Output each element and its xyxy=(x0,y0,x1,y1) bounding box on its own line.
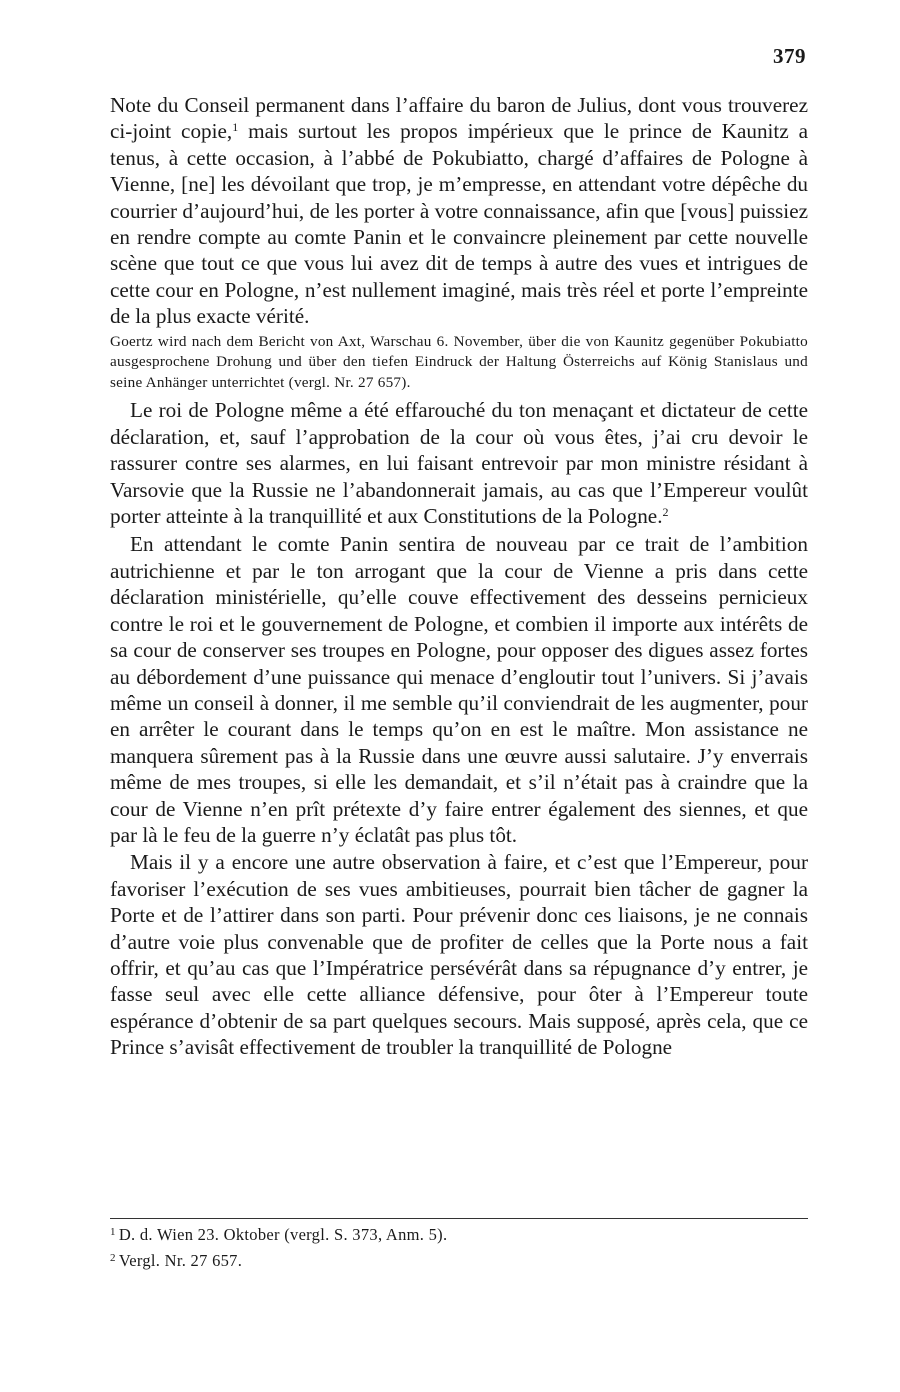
footnote-2-text: Vergl. Nr. 27 657. xyxy=(118,1251,243,1270)
footnotes xyxy=(110,1218,808,1274)
footnote-1 xyxy=(110,1222,808,1248)
paragraph-2-text: Le roi de Pologne même a été effarouché du ton menaçant et dictateur de cette déclaration, et, sauf l’approbation de la cour où vous êtes, j’ai cru devoir le rassurer contre ses alarmes, en lui faisant entrevoir par mon ministre résidant à Varsovie que la Russie ne l’abandonnerait jamais, au cas que l’Empereur voulût porter atteinte à la tranquillité et aux Constitutions de la Pologne. xyxy=(110,398,808,529)
page-number: 379 xyxy=(773,44,806,68)
footnote-1-text: D. d. Wien 23. Oktober (vergl. S. 373, Anm. 5). xyxy=(118,1225,448,1244)
footnote-1-mark: 1 xyxy=(110,1226,116,1238)
paragraph-1-continuation: mais surtout les propos impérieux que le prince de Kaunitz a tenus, à cette occasion, à l’abbé de Pokubiatto, chargé d’affaires de Pologne à Vienne, [ne] les dévoilant que trop, je m’empresse, en attendant votre dépêche du courrier d’aujourd’hui, de les porter à votre connaissance, afin que [vous] puissiez en rendre compte au comte Panin et le convaincre pleinement par cette nouvelle scène que tout ce que vous lui avez dit de temps à autre des vues et intrigues de cette cour en Pologne, n’est nullement imaginé, mais très réel et porte l’empreinte de la plus exacte vérité. xyxy=(110,119,808,329)
paragraph-4: Mais il y a encore une autre observation à faire, et c’est que l’Empereur, pour favoriser l’exécution de ses vues ambitieuses, pourrait bien tâcher de gagner la Porte et de l’attirer dans son parti. Pour prévenir donc ces liaisons, je ne connais d’autre voie plus convenable que de profiter de celles que la Porte nous a fait offrir, et qu’au cas que l’Impératrice persévérât dans sa répugnance d’y entrer, je fasse seul avec elle cette alliance défensive, pour ôter à l’Empereur toute espérance d’obtenir de sa part quelques secours. Mais supposé, après cela, que ce Prince s’avisât effectivement de troubler la tranquillité de Pologne xyxy=(110,850,808,1060)
editorial-note: Goertz wird nach dem Bericht von Axt, Warschau 6. November, über die von Kaunitz gegenüber Pokubiatto ausgesprochene Drohung und über den tiefen Eindruck der Haltung Österreichs auf König Stanislaus und seine Anhänger unterrichtet (vergl. Nr. 27 657). xyxy=(110,332,808,391)
paragraph-1-text: Note du Conseil permanent dans l’affaire du baron de Julius, dont vous trouverez ci-joint copie, xyxy=(110,93,808,144)
footnote-2-mark: 2 xyxy=(110,1252,116,1264)
footnote-2 xyxy=(110,1248,808,1274)
footnote-ref-2: 2 xyxy=(662,505,669,520)
main-text xyxy=(110,92,808,1061)
footnote-ref-1: 1 xyxy=(232,120,239,135)
paragraph-1 xyxy=(110,92,808,330)
paragraph-2 xyxy=(110,397,808,529)
paragraph-3: En attendant le comte Panin sentira de nouveau par ce trait de l’ambition autrichienne et par le ton arrogant que la cour de Vienne a pris dans cette déclaration ministérielle, qu’elle couve effectivement des desseins pernicieux contre le roi et le gouvernement de Pologne, et combien il importe aux intérêts de sa cour de conserver ses troupes en Pologne, pour opposer des digues assez fortes au débordement d’une puissance qui menace d’engloutir tout l’univers. Si j’avais même un conseil à donner, il me semble qu’il conviendrait de les augmenter, pour en arrêter le courant dans le temps qu’on en est le maître. Mon assistance ne manquera sûrement pas à la Russie dans une œuvre aussi salutaire. J’y enverrais même de mes troupes, si elle les demandait, et s’il n’était pas à craindre que la cour de Vienne n’en prît prétexte d’y faire entrer également des siennes, et que par là le feu de la guerre n’y éclatât pas plus tôt. xyxy=(110,532,808,847)
